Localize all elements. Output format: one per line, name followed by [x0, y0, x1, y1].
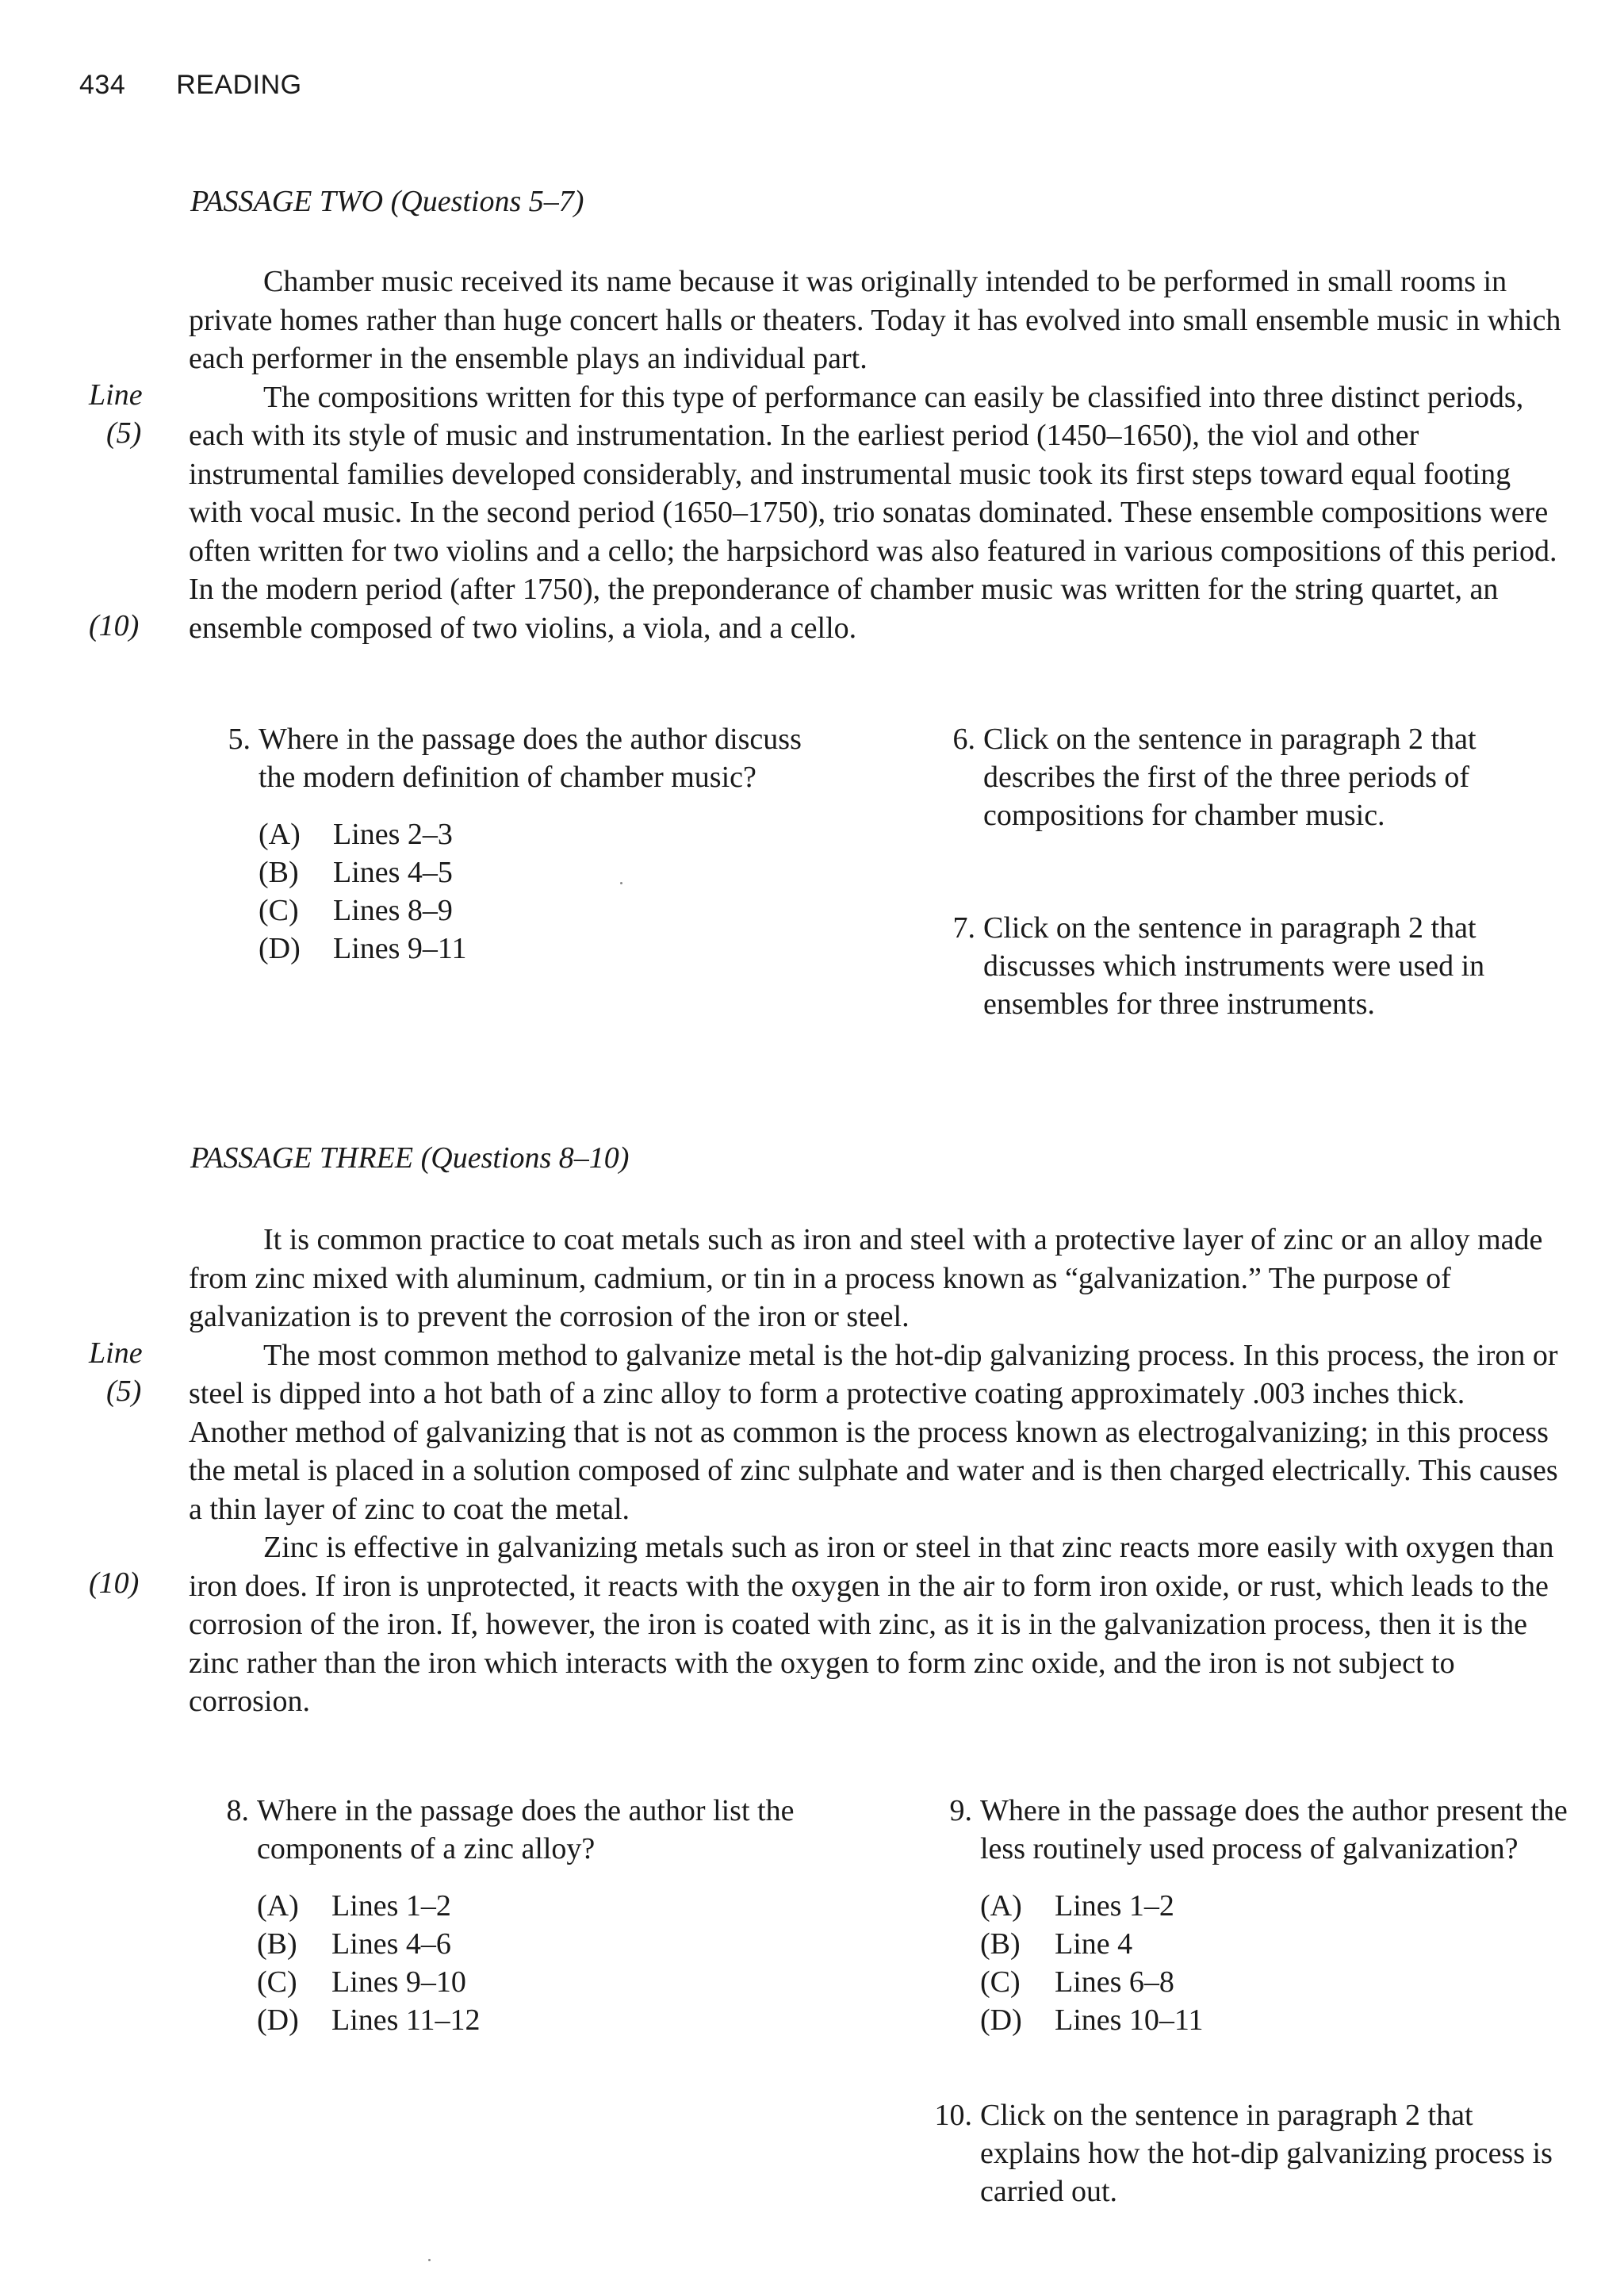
passage-three-paragraph-3[interactable]: Zinc is effective in galvanizing metals such as iron or steel in that zinc reacts more easily with oxygen than iron does. If iron is unprotected, it reacts with the oxygen in the air to form iron oxide, or rust, which leads to the corrosion of the iron. If, however, the iron is coated with zinc, as it is in the galvanization process, then it is the zinc rather than the iron which interacts with the oxygen to form zinc oxide, and the iron is not subject to corrosion.: [189, 1531, 1554, 1718]
question-9: [949, 1792, 1575, 2039]
choice-d[interactable]: (D) Lines 11–12: [257, 2003, 481, 2037]
question-stem: Where in the passage does the author discuss the modern definition of chamber music?: [259, 723, 802, 794]
question-stem: Click on the sentence in paragraph 2 that explains how the hot-dip galvanizing process is carried out.: [980, 2099, 1553, 2208]
choice-c[interactable]: (C) Lines 9–10: [257, 1965, 466, 1999]
choice-d[interactable]: (D) Lines 9–11: [259, 932, 467, 965]
question-number: 9.: [949, 1794, 972, 1827]
passage-three-paragraph-1[interactable]: It is common practice to coat metals such as iron and steel with a protective layer of zinc or an alloy made from zinc mixed with aluminum, cadmium, or tin in a process known as “galvanization.” The purpose of galvanization is to prevent the corrosion of the iron or steel.: [189, 1223, 1543, 1333]
question-6: [952, 720, 1554, 834]
line-marker-label: Line: [89, 378, 143, 412]
line-marker-label: Line: [89, 1336, 143, 1370]
question-stem: Where in the passage does the author present the less routinely used process of galvanization?: [980, 1794, 1568, 1865]
scan-speck: [428, 2259, 431, 2261]
passage-three-title: PASSAGE THREE (Questions 8–10): [190, 1141, 630, 1175]
question-10: [934, 2096, 1567, 2210]
section-title: READING: [176, 70, 302, 100]
choice-a[interactable]: (A) Lines 1–2: [980, 1889, 1174, 1923]
question-number: 8.: [226, 1794, 249, 1827]
question-5: [228, 720, 814, 968]
question-number: 5.: [228, 723, 251, 756]
choice-c[interactable]: (C) Lines 8–9: [259, 894, 453, 927]
choice-a[interactable]: (A) Lines 2–3: [259, 818, 453, 851]
answer-choices: [980, 1887, 1575, 2039]
line-marker-5: (5): [106, 1375, 142, 1408]
line-marker-10: (10): [89, 609, 140, 642]
line-marker-10: (10): [89, 1566, 140, 1600]
question-stem: Click on the sentence in paragraph 2 that describes the first of the three periods of compositions for chamber music.: [983, 723, 1477, 832]
page-header: [79, 70, 302, 101]
choice-b[interactable]: (B) Lines 4–5: [259, 856, 453, 889]
passage-two-paragraph-2[interactable]: The compositions written for this type of performance can easily be classified into three distinct periods, each with its style of music and instrumentation. In the earliest period (1450–1650), the viol and other instrumental families developed considerably, and instrumental music took its first steps toward equal footing with vocal music. In the second period (1650–1750), trio sonatas dominated. These ensemble compositions were often written for two violins and a cello; the harpsichord was also featured in various compositions of this period. In the modern period (after 1750), the preponderance of chamber music was written for the string quartet, an ensemble composed of two violins, a viola, and a cello.: [189, 380, 1557, 645]
choice-d[interactable]: (D) Lines 10–11: [980, 2003, 1204, 2037]
scan-speck: [620, 882, 622, 884]
passage-two-text: [189, 263, 1568, 647]
question-number: 7.: [952, 911, 975, 945]
choice-c[interactable]: (C) Lines 6–8: [980, 1965, 1174, 1999]
question-8: [226, 1792, 860, 2039]
passage-two-paragraph-1[interactable]: Chamber music received its name because it was originally intended to be performed in small rooms in private homes rather than huge concert halls or theaters. Today it has evolved into small ensemble music in which each performer in the ensemble plays an individual part.: [189, 265, 1561, 375]
question-stem: Click on the sentence in paragraph 2 that discusses which instruments were used in ensembles for three instruments.: [983, 911, 1485, 1021]
passage-three-paragraph-2[interactable]: The most common method to galvanize metal is the hot-dip galvanizing process. In this process, the iron or steel is dipped into a hot bath of a zinc alloy to form a protective coating approximately .003 inches thick. Another method of galvanizing that is not as common is the process known as electrogalvanizing; in this process the metal is placed in a solution composed of zinc sulphate and water and is then charged electrically. This causes a thin layer of zinc to coat the metal.: [189, 1338, 1558, 1526]
choice-a[interactable]: (A) Lines 1–2: [257, 1889, 451, 1923]
passage-three-text: [189, 1221, 1568, 1721]
question-number: 6.: [952, 723, 975, 756]
page-number: 434: [79, 70, 126, 100]
choice-b[interactable]: (B) Lines 4–6: [257, 1927, 451, 1961]
choice-b[interactable]: (B) Line 4: [980, 1927, 1133, 1961]
question-number: 10.: [934, 2099, 972, 2132]
answer-choices: [259, 815, 814, 968]
question-stem: Where in the passage does the author list the components of a zinc alloy?: [257, 1794, 795, 1865]
line-marker-5: (5): [106, 416, 142, 450]
answer-choices: [257, 1887, 860, 2039]
passage-two-title: PASSAGE TWO (Questions 5–7): [190, 185, 584, 218]
question-7: [952, 909, 1570, 1023]
